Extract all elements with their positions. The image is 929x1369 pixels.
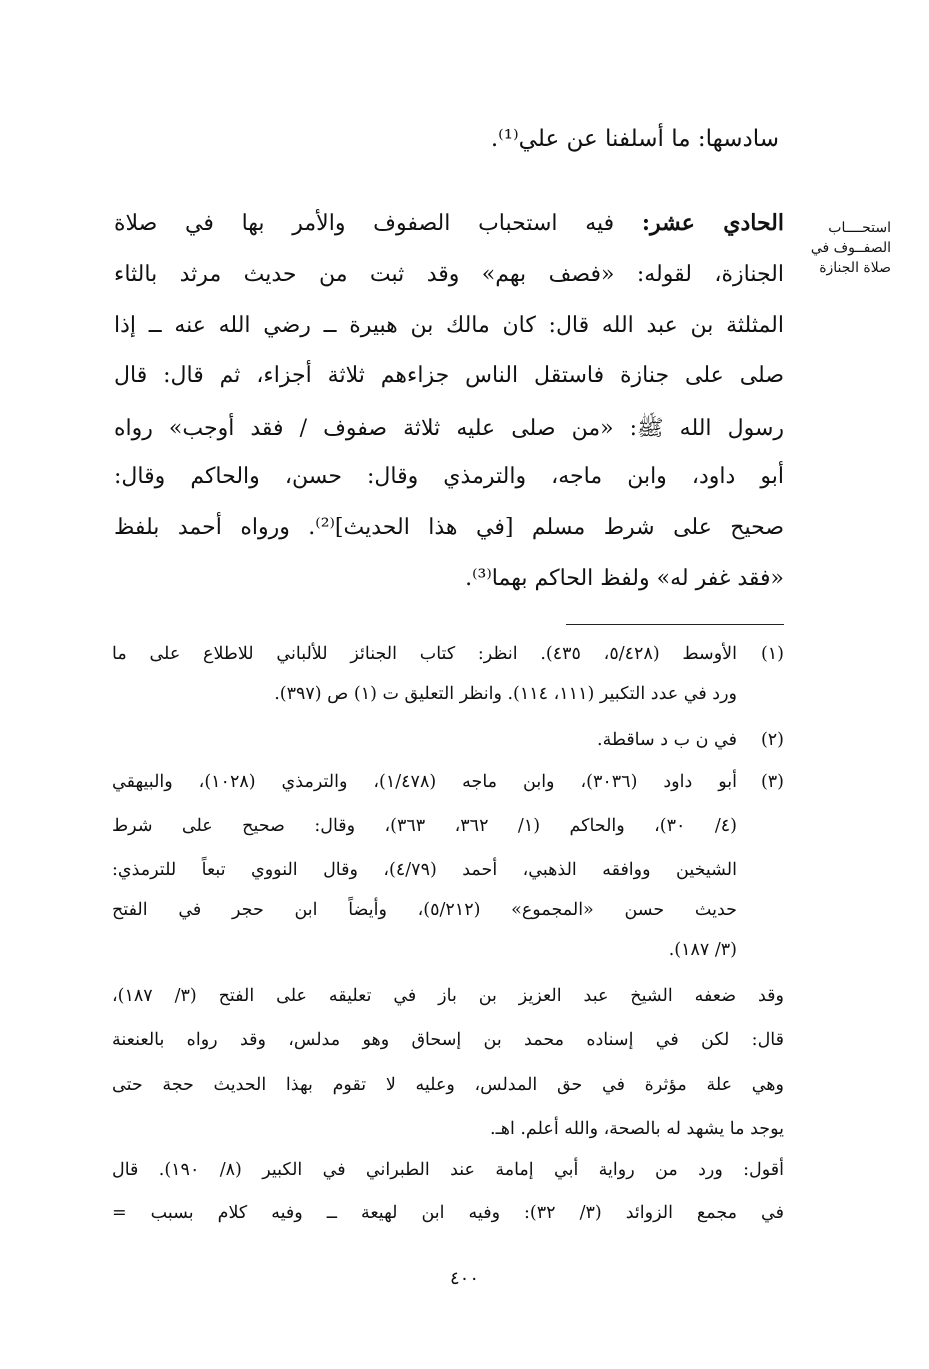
footnote-cont-line-2: قال: لكن في إسناده محمد بن إسحاق وهو مدلس، وقد رواه بالعنعنة [112, 1030, 784, 1050]
footnote-2-line-1: في ن ب د ساقطة. [597, 730, 737, 750]
main-line-1 [114, 210, 784, 236]
margin-note-line-1: استحــــاب [828, 220, 891, 236]
main-line-4: صلى على جنازة فاستقل الناس جزاءهم ثلاثة أجزاء، ثم قال: قال [114, 363, 784, 388]
footnote-2-number: (٢) [760, 730, 784, 750]
main-line-3: المثلثة بن عبد الله قال: كان مالك بن هبيرة ــ رضي الله عنه ــ إذا [114, 313, 784, 338]
margin-note [809, 218, 891, 278]
footnote-1-line-2: ورد في عدد التكبير (١١١، ١١٤). وانظر التعليق ت (١) ص (٣٩٧). [274, 684, 737, 704]
main-line-1-text: فيه استحباب الصفوف والأمر بها في صلاة [114, 211, 615, 236]
footnote-cont-line-3: وهي علة مؤثرة في حق المدلس، وعليه لا تقوم بهذا الحديث حجة حتى [112, 1075, 784, 1095]
footnote-3-line-1: أبو داود (٣٠٣٦)، وابن ماجه (١/٤٧٨)، والترمذي (١٠٢٨)، والبيهقي [112, 772, 737, 792]
main-line-6: أبو داود، وابن ماجه، والترمذي وقال: حسن، والحاكم وقال: [114, 464, 784, 489]
footnote-3-line-5: (٣/ ١٨٧). [668, 940, 737, 960]
footnote-cont-line-5: أقول: ورد من رواية أبي إمامة عند الطبراني في الكبير (٨/ ١٩٠). قال [112, 1160, 784, 1180]
footnote-cont-line-1: وقد ضعفه الشيخ عبد العزيز بن باز في تعليقه على الفتح (٣/ ١٨٧)، [112, 986, 785, 1006]
footnote-3-line-3: الشيخين ووافقه الذهبي، أحمد (٤/٧٩)، وقال النووي تبعاً للترمذي: [112, 860, 737, 880]
footnote-cont-line-4: يوجد ما يشهد له بالصحة، والله أعلم. اهـ. [490, 1119, 784, 1139]
footnote-1-line-1: الأوسط (٥/٤٢٨، ٤٣٥). انظر: كتاب الجنائز للألباني للاطلاع على ما [112, 644, 738, 664]
footnote-1-number: (١) [760, 644, 784, 664]
page-number: ٤٠٠ [449, 1268, 479, 1289]
footnote-3-line-2: (٤/ ٣٠)، والحاكم (١/ ٣٦٢، ٣٦٣)، وقال: صحيح على شرط [112, 816, 737, 836]
main-line-5: رسول الله ﷺ: «من صلى عليه ثلاثة صفوف / فقد أوجب» رواه [114, 416, 784, 441]
section-sixth-line: سادسها: ما أسلفنا عن علي⁽¹⁾. [490, 126, 779, 152]
main-line-2: الجنازة، لقوله: «فصف بهم» وقد ثبت من حديث مرثد بالثاء [114, 262, 784, 287]
section-title: الحادي عشر: [641, 210, 784, 236]
main-line-7: صحيح على شرط مسلم [في هذا الحديث]⁽²⁾. ورواه أحمد بلفظ [114, 515, 784, 540]
footnote-3-number: (٣) [760, 772, 784, 792]
footnote-cont-line-6: في مجمع الزوائد (٣/ ٣٢): وفيه ابن لهيعة ــ وفيه كلام بسبب = [112, 1203, 784, 1223]
margin-note-line-3: صلاة الجنازة [819, 260, 891, 276]
footnote-3-line-4: حديث حسن «المجموع» (٥/٢١٢)، وأيضاً ابن حجر في الفتح [112, 900, 737, 920]
main-line-8: «فقد غفر له» ولفظ الحاكم بهما⁽³⁾. [465, 566, 784, 591]
footnote-separator [566, 624, 784, 625]
margin-note-line-2: الصفــوف في [810, 240, 891, 256]
